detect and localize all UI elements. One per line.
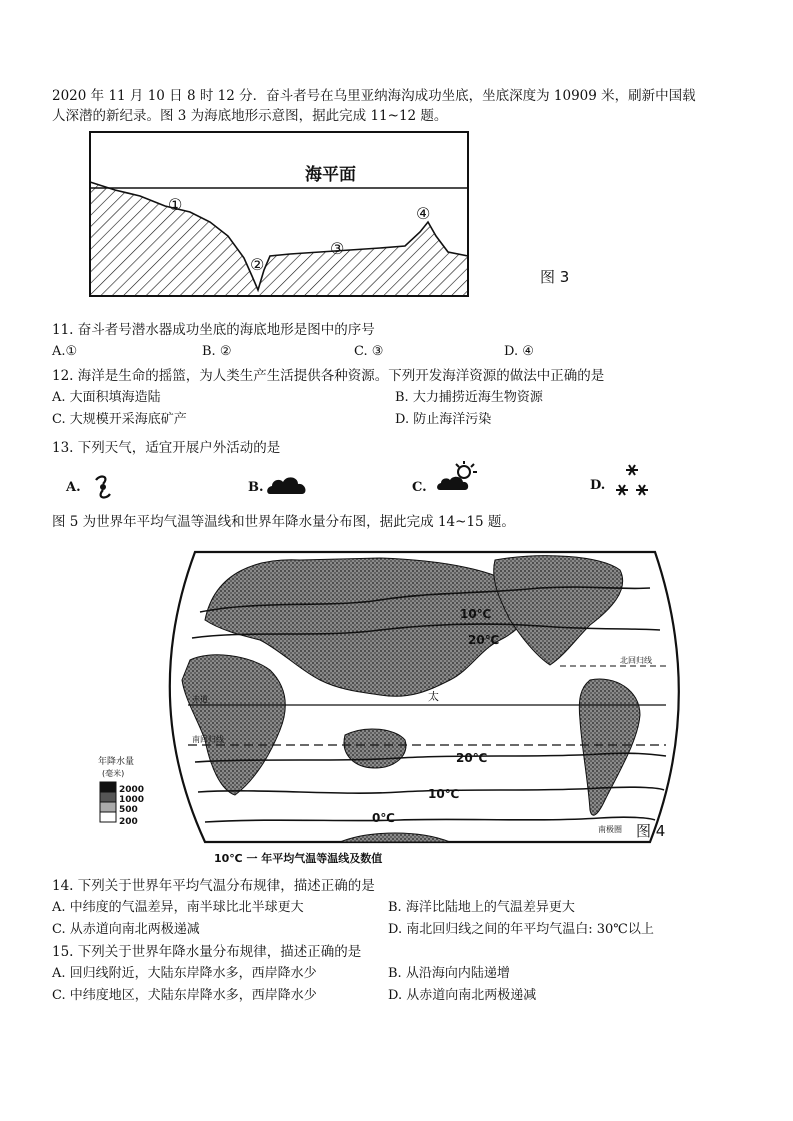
seafloor-profile-diagram: [0, 0, 793, 300]
equator-label: 赤道: [192, 695, 208, 704]
figure4-caption: 图 4: [636, 822, 666, 840]
q14-option-a[interactable]: A. 中纬度的气温差异，南半球比北半球更大: [52, 900, 304, 915]
antarctic-circle-label: 南极圈: [598, 825, 622, 834]
q13-option-a[interactable]: A.: [66, 480, 81, 495]
q12-option-a[interactable]: A. 大面积填海造陆: [52, 390, 161, 405]
q12-option-d[interactable]: D. 防止海洋污染: [395, 412, 492, 427]
q12-option-b[interactable]: B. 大力捕捞近海生物资源: [395, 390, 543, 405]
q12-stem: 12. 海洋是生命的摇篮，为人类生产生活提供各种资源。下列开发海洋资源的做法中正确的是: [52, 368, 605, 384]
q11-option-d[interactable]: D. ④: [504, 344, 534, 359]
legend-value-1000: 1000: [119, 795, 145, 805]
q14-stem: 14. 下列关于世界年平均气温分布规律，描述正确的是: [52, 878, 375, 894]
intro-line-1: 2020 年 11 月 10 日 8 时 12 分．奋斗者号在乌里亚纳海沟成功坐底，坐底深度为 10909 米，刷新中国载: [52, 88, 696, 104]
q15-option-b[interactable]: B. 从沿海向内陆递增: [388, 966, 510, 981]
marker-4: ④: [416, 204, 431, 223]
isotherm-label-10-north: 10℃: [460, 607, 492, 621]
q12-option-c[interactable]: C. 大规模开采海底矿产: [52, 412, 187, 427]
intro-2: 图 5 为世界年平均气温等温线和世界年降水量分布图，据此完成 14~15 题。: [52, 514, 515, 530]
legend-value-2000: 2000: [119, 785, 145, 795]
sea-level-label: 海平面: [305, 165, 356, 185]
marker-3: ③: [330, 239, 345, 258]
tropic-of-cancer-label: 北回归线: [620, 656, 652, 665]
q13-option-d[interactable]: D.: [590, 478, 606, 493]
q15-stem: 15. 下列关于世界年降水量分布规律，描述正确的是: [52, 944, 362, 960]
q14-option-c[interactable]: C. 从赤道向南北两极递减: [52, 922, 200, 937]
isotherm-label-20-north: 20℃: [468, 633, 500, 647]
legend-value-200: 200: [119, 817, 138, 827]
intro-line-2: 人深潜的新纪录。图 3 为海底地形示意图，据此完成 11~12 题。: [52, 108, 448, 124]
tropic-of-capricorn-label: 南回归线: [192, 735, 224, 744]
legend-title: 年降水量: [98, 757, 135, 767]
legend-value-500: 500: [119, 805, 138, 815]
isotherm-label-0-south: 0℃: [372, 811, 395, 825]
isotherm-label-10-south: 10℃: [428, 787, 460, 801]
q15-option-d[interactable]: D. 从赤道向南北两极递减: [388, 988, 537, 1003]
q15-option-c[interactable]: C. 中纬度地区，犬陆东岸降水多，西岸降水少: [52, 988, 317, 1003]
q11-option-c[interactable]: C. ③: [354, 344, 384, 359]
marker-1: ①: [168, 195, 183, 214]
world-climate-map: [0, 530, 793, 870]
q14-option-b[interactable]: B. 海洋比陆地上的气温差异更大: [388, 900, 575, 915]
legend-unit: (毫米): [102, 769, 125, 778]
isotherm-label-20-south: 20℃: [456, 751, 488, 765]
typhoon-icon[interactable]: [88, 472, 118, 502]
q11-stem: 11. 奋斗者号潜水器成功坐底的海底地形是图中的序号: [52, 322, 375, 338]
marker-2: ②: [250, 255, 265, 274]
q13-option-c[interactable]: C.: [412, 480, 427, 495]
q11-option-a[interactable]: A.①: [52, 344, 78, 359]
figure3-caption: 图 3: [540, 268, 570, 286]
q13-stem: 13. 下列天气，适宜开展户外活动的是: [52, 440, 281, 456]
q13-option-b[interactable]: B.: [248, 480, 264, 495]
q15-option-a[interactable]: A. 回归线附近，大陆东岸降水多，西岸降水少: [52, 966, 317, 981]
q14-option-d[interactable]: D. 南北回归线之间的年平均气温白: 30℃以上: [388, 922, 654, 937]
isotherm-legend: 10℃ 一 年平均气温等温线及数值: [214, 852, 383, 865]
q11-option-b[interactable]: B. ②: [202, 344, 232, 359]
snow-icon[interactable]: [612, 462, 652, 502]
sunny-to-cloudy-icon[interactable]: [436, 460, 480, 494]
overcast-icon[interactable]: [266, 472, 310, 498]
ocean-label: 太: [428, 690, 439, 703]
